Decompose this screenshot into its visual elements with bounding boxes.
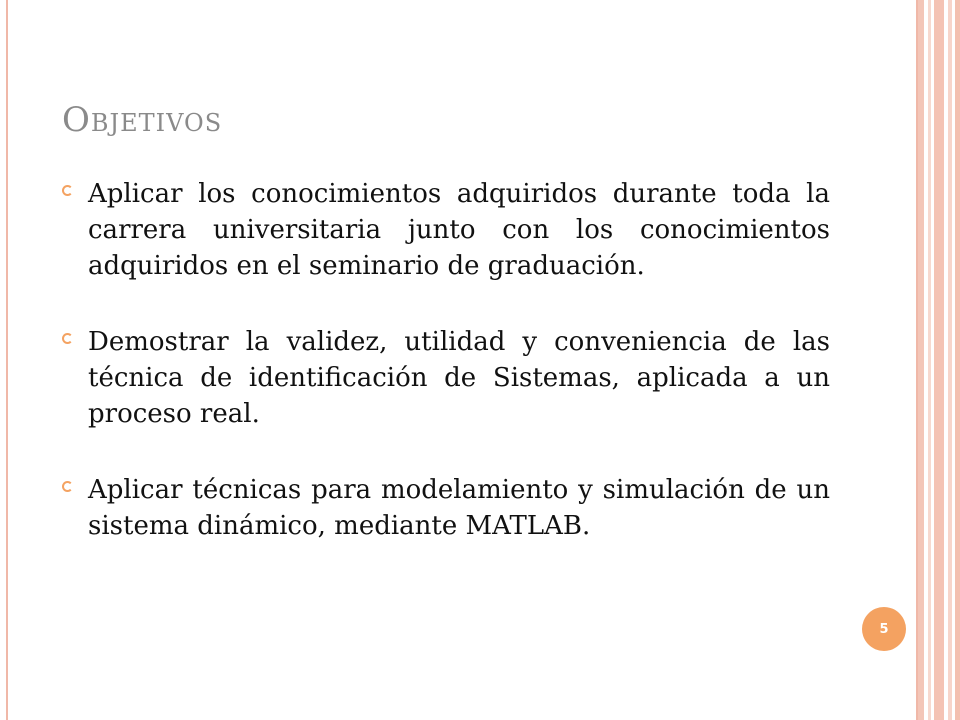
bullet-item: [62, 472, 830, 544]
bullet-icon: [62, 481, 73, 492]
slide-title: Objetivos: [62, 100, 223, 140]
bullet-icon: [62, 333, 73, 344]
bullet-item: [62, 176, 830, 284]
page-number-badge: 5: [862, 607, 906, 651]
decorative-stripes: [918, 0, 960, 720]
bullet-icon: [62, 185, 73, 196]
bullet-item: [62, 324, 830, 432]
bullet-text: Aplicar los conocimientos adquiridos durante toda la carrera universitaria junto con los conocimientos adquiridos en el seminario de graduación.: [88, 179, 830, 281]
bullet-text: Aplicar técnicas para modelamiento y simulación de un sistema dinámico, mediante MATLAB.: [88, 475, 830, 541]
bullet-text: Demostrar la validez, utilidad y conveniencia de las técnica de identificación de Sistemas, aplicada a un proceso real.: [88, 327, 830, 429]
bullet-list: [62, 176, 830, 584]
